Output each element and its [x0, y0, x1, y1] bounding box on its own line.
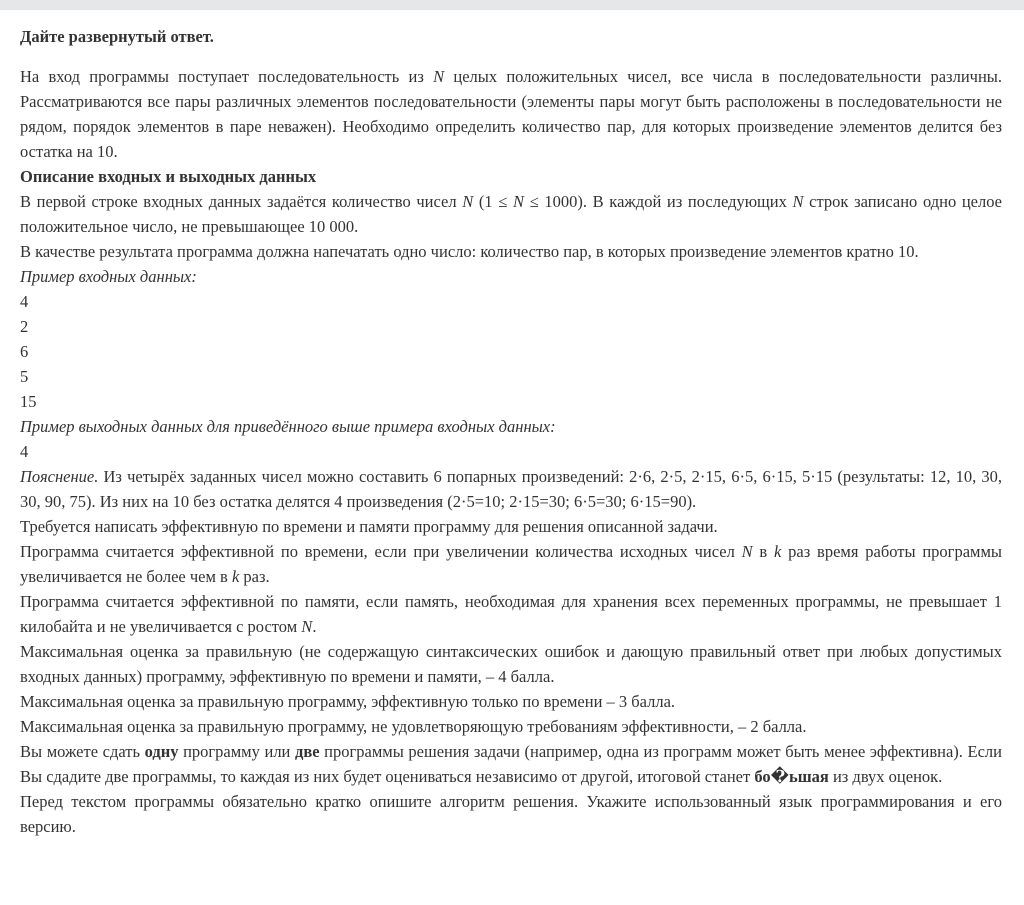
example-input-line: 4 [20, 292, 29, 311]
score-full: Максимальная оценка за правильную (не содержащую синтаксических ошибок и дающую правильный ответ при любых допустимых входных данных) программу, эффективную по времени и памяти, – 4 балла. [20, 642, 1002, 686]
example-input-line: 2 [20, 317, 29, 336]
submission-rules: Вы можете сдать одну программу или две программы решения задачи (например, одна из программ может быть менее эффективна). Если Вы сдадите две программы, то каждая из них будет оцениваться независимо от другой, итоговой станет бо�ьшая из двух оценок. [20, 742, 1002, 786]
score-time: Максимальная оценка за правильную программу, эффективную только по времени – 3 балла. [20, 692, 676, 711]
score-basic: Максимальная оценка за правильную программу, не удовлетворяющую требованиям эффективности, – 2 балла. [20, 717, 807, 736]
final-instruction: Перед текстом программы обязательно кратко опишите алгоритм решения. Укажите использованный язык программирования и его версию. [20, 792, 1002, 836]
example-output-label: Пример выходных данных для приведённого выше примера входных данных: [20, 417, 556, 436]
task-intro: На вход программы поступает последовательность из N целых положительных чисел, все числа в последовательности различны. Рассматриваются все пары различных элементов последовательности (элементы пары могут быть расположены в последовательности не рядом, порядок элементов в паре неважен). Необходимо определить количество пар, для которых произведение элементов делится без остатка на 10. [20, 67, 1002, 161]
example-input-label: Пример входных данных: [20, 267, 197, 286]
output-description: В качестве результата программа должна напечатать одно число: количество пар, в которых произведение элементов кратно 10. [20, 242, 919, 261]
memory-efficiency: Программа считается эффективной по памяти, если память, необходимая для хранения всех переменных программы, не превышает 1 килобайта и не увеличивается с ростом N. [20, 592, 1002, 636]
task-heading: Дайте развернутый ответ. [20, 27, 214, 46]
time-efficiency: Программа считается эффективной по времени, если при увеличении количества исходных чисел N в k раз время работы программы увеличивается не более чем в k раз. [20, 542, 1002, 586]
top-bar [0, 0, 1024, 10]
example-output-value: 4 [20, 442, 29, 461]
example-input-line: 6 [20, 342, 29, 361]
example-input-line: 15 [20, 392, 37, 411]
task-content [20, 24, 1002, 839]
io-heading: Описание входных и выходных данных [20, 167, 317, 186]
requirement: Требуется написать эффективную по времени и памяти программу для решения описанной задачи. [20, 517, 718, 536]
input-description: В первой строке входных данных задаётся количество чисел N (1 ≤ N ≤ 1000). В каждой из последующих N строк записано одно целое положительное число, не превышающее 10 000. [20, 192, 1003, 236]
example-input-line: 5 [20, 367, 29, 386]
explanation: Пояснение. Из четырёх заданных чисел можно составить 6 попарных произведений: 2·6, 2·5, 2·15, 6·5, 6·15, 5·15 (результаты: 12, 10, 30, 30, 90, 75). Из них на 10 без остатка делятся 4 произведения (2·5=10; 2·15=30; 6·5=30; 6·15=90). [20, 467, 1002, 511]
